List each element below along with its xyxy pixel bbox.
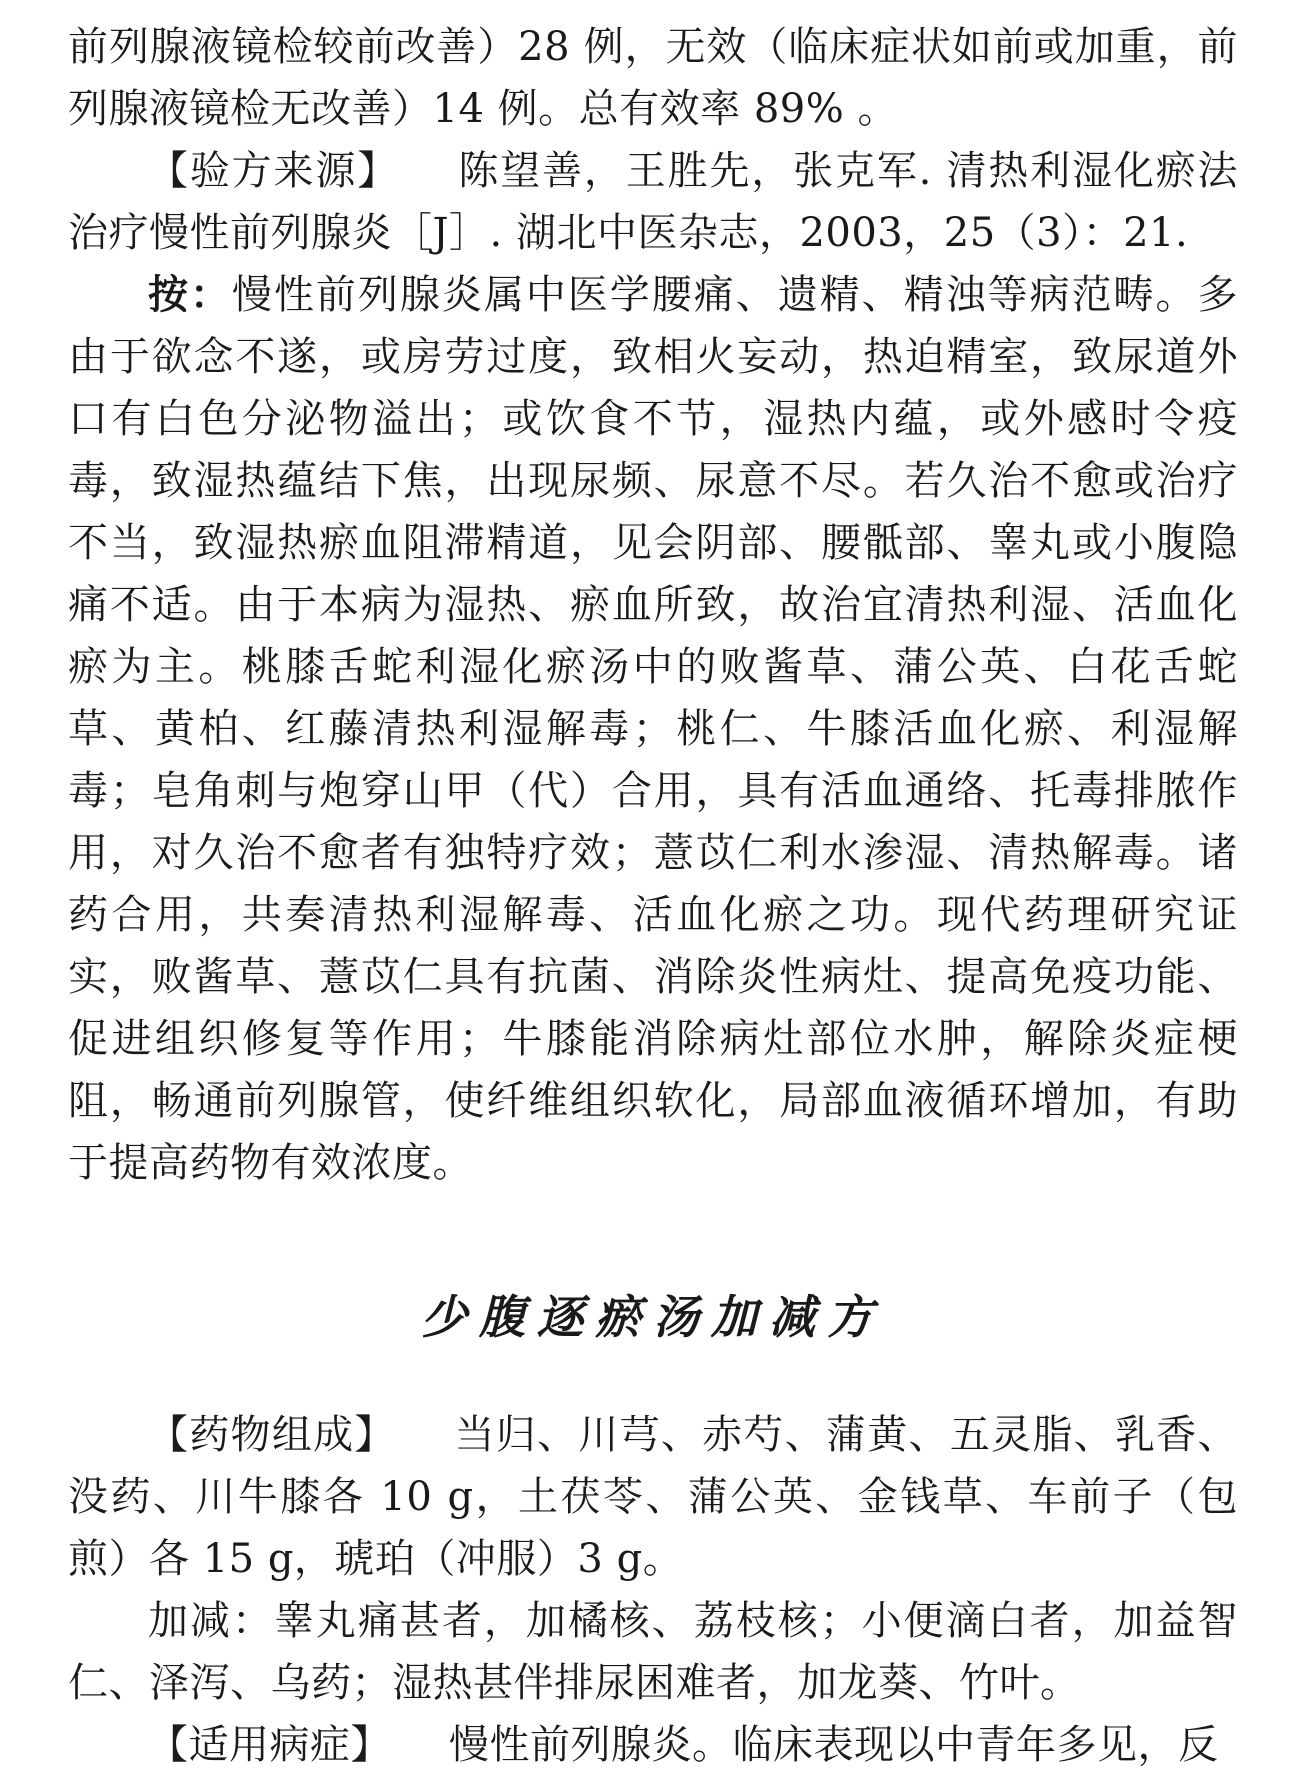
indication-text: 慢性前列腺炎。临床表现以中青年多见，反	[449, 1722, 1219, 1768]
composition-paragraph	[68, 1404, 1238, 1590]
modification-paragraph	[68, 1590, 1238, 1714]
indication-label: 【适用病症】	[148, 1722, 391, 1768]
modification-label: 加减：	[148, 1598, 274, 1644]
note-label: 按：	[148, 271, 232, 318]
continuation-paragraph	[68, 16, 1238, 140]
note-paragraph	[68, 264, 1238, 1194]
composition-label: 【药物组成】	[148, 1412, 396, 1458]
composition-text: 当归、川芎、赤芍、蒲黄、五灵脂、乳香、没药、川牛膝各 10 g，土茯苓、蒲公英、金钱草、车前子（包煎）各 15 g，琥珀（冲服）3 g。	[68, 1412, 1239, 1582]
document-page	[68, 0, 1238, 1774]
source-paragraph	[68, 140, 1238, 264]
indication-paragraph	[68, 1714, 1238, 1776]
source-text: 陈望善，王胜先，张克军. 清热利湿化瘀法治疗慢性前列腺炎［J］. 湖北中医杂志，2003，25（3）：21.	[68, 148, 1238, 256]
source-label: 【验方来源】	[148, 148, 400, 194]
section-title: 少腹逐瘀汤加减方	[421, 1290, 885, 1344]
modification-text: 睾丸痛甚者，加橘核、荔枝核；小便滴白者，加益智仁、泽泻、乌药；湿热甚伴排尿困难者，加龙葵、竹叶。	[68, 1598, 1239, 1706]
continuation-text: 前列腺液镜检较前改善）28 例，无效（临床症状如前或加重，前列腺液镜检无改善）14 例。总有效率 89% 。	[68, 24, 1238, 132]
note-text: 慢性前列腺炎属中医学腰痛、遗精、精浊等病范畴。多由于欲念不遂，或房劳过度，致相火妄动，热迫精室，致尿道外口有白色分泌物溢出；或饮食不节，湿热内蕴，或外感时令疫毒，致湿热蕴结下焦，出现尿频、尿意不尽。若久治不愈或治疗不当，致湿热瘀血阻滞精道，见会阴部、腰骶部、睾丸或小腹隐痛不适。由于本病为湿热、瘀血所致，故治宜清热利湿、活血化瘀为主。桃膝舌蛇利湿化瘀汤中的败酱草、蒲公英、白花舌蛇草、黄柏、红藤清热利湿解毒；桃仁、牛膝活血化瘀、利湿解毒；皂角刺与炮穿山甲（代）合用，具有活血通络、托毒排脓作用，对久治不愈者有独特疗效；薏苡仁利水渗湿、清热解毒。诸药合用，共奏清热利湿解毒、活血化瘀之功。现代药理研究证实，败酱草、薏苡仁具有抗菌、消除炎性病灶、提高免疫功能、促进组织修复等作用；牛膝能消除病灶部位水肿，解除炎症梗阻，畅通前列腺管，使纤维组织软化，局部血液循环增加，有助于提高药物有效浓度。	[68, 272, 1239, 1186]
